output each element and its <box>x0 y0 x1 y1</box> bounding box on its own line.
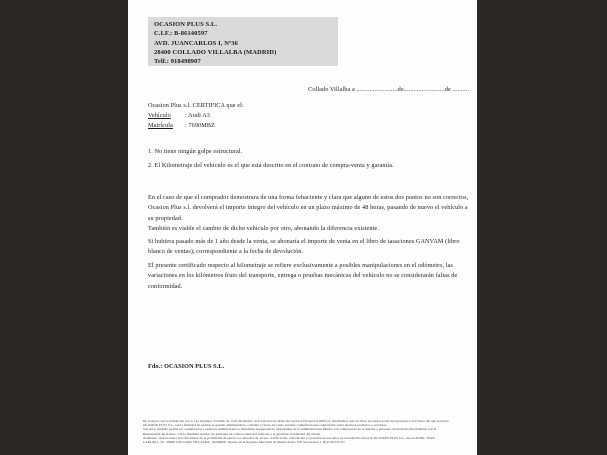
paragraph-ganvam: Si hubiera pasado más de 1 año desde la venta, se abonaría el importe de venta en el libro de tasaciones GANVAM (libro blanco de ventas), correspondiente a la fecha de devolución. <box>148 238 460 256</box>
company-name: OCASION PLUS S.L. <box>154 21 218 28</box>
vehicle-value: : Audi A3 <box>185 112 210 119</box>
company-phone: Telf.: 918498907 <box>154 58 201 66</box>
point-2: 2. El Kilometraje del vehículo es el que está descrito en el contrato de compra-venta y garantía. <box>148 162 394 169</box>
footer-line-4: Responsable del fichero, con la finalidad realizar las gestiones de compra venta del vehículo y el gestionar la fidelidad del cliente. <box>143 431 322 436</box>
point-1: 1. No tiene ningún golpe estructural. <box>148 148 243 155</box>
paragraph-refund: En el caso de que el comprador demostrara de una forma fehaciente y clara que alguno de estos dos puntos no son correctos, Ocasion Plus s.l. devolverá el importe íntegro del vehículo en un plazo máximo de 48 horas, pasando de nuevo el vehículo a su propiedad. <box>148 194 469 222</box>
footer-line-6: CARLOS I, 36 - 28400 COLLADO VILLALBA - MADRID. Inscrita en el Registro Mercantil de Madrid Tomo 128, Inscripción 1, Hoja M-531731 <box>143 440 345 445</box>
vehicle-label-wrap <box>148 111 185 121</box>
plate-label-wrap <box>148 121 185 131</box>
company-address: AVD. JUANCARLOS I, Nº36 <box>154 39 238 47</box>
paragraph-exchange: También es viable el cambio de dicho vehículo por otro, abonando la diferencia existente. <box>148 225 379 232</box>
legal-footer <box>143 419 473 444</box>
company-city: 28400 COLLADO VILLALBA (MADRID) <box>154 48 277 56</box>
footer-line-2: OCASIÓN PLUS S.L. con la finalidad de realizar la gestión administrativa, contable y fiscal, así como enviarle comunicaciones comerciales sobre nuestros productos y servicios. <box>143 423 388 428</box>
plate-value: : 7690MBZ <box>185 122 215 129</box>
document-page <box>128 0 477 455</box>
company-header-block <box>148 17 338 66</box>
plate-row <box>148 121 244 131</box>
paragraph-odometer: El presente certificado respecto al kilometraje se refiere exclusivamente a posibles manipulaciones en el odómetro, las variaciones en los kilómetros fruto del transporte, entrega o pruebas mecánicas del vehículo no se considerarán faltas de conformidad. <box>148 262 458 290</box>
plate-label: Matrícula <box>148 122 173 129</box>
date-line: Collado Villalba a .........................de.........................de .......... <box>308 86 469 93</box>
certify-intro: Ocasion Plus s.l. CERTIFICA que el: <box>148 102 244 109</box>
company-cif: C.I.F.: B-86140597 <box>154 30 208 38</box>
footer-line-1: De acuerdo con lo establecido por la Ley Orgánica 15/1999, de 13 de diciembre, de Protección de Datos de Carácter Personal (LOPD), le informamos que los datos aportados serán incorporados a un fichero del que es titular <box>143 419 449 423</box>
vehicle-label: Vehículo <box>148 112 171 119</box>
footer-line-3: Sus datos también podrán ser comunicados a Gestores Administrativos, Entidades Aseguradoras, Organismos de la Administración Pública con competencia en la materia y personas relacionadas directamente con el <box>143 427 437 432</box>
footer-line-5: Asimismo, declara haber sido informado de la posibilidad de ejercer los derechos de acceso, rectificación, cancelación y oposición de sus datos en el domicilio fiscal de OCASIÓN PLUS S.L. sito en AVDA. JUAN <box>143 435 435 440</box>
signature-line: Fdo.: OCASION PLUS S.L. <box>148 363 225 370</box>
certify-block <box>148 101 244 131</box>
vehicle-row <box>148 111 244 121</box>
